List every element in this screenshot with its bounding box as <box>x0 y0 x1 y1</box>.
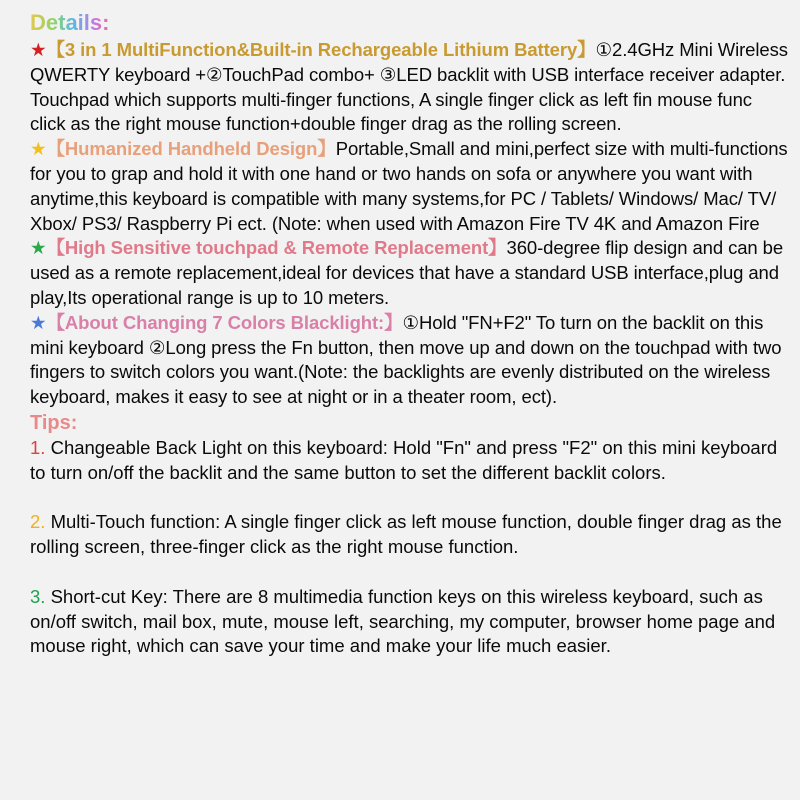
tip-text: Short-cut Key: There are 8 multimedia function keys on this wireless keyboard, such as on/off switch, mail box, mute, mouse left, searching, my computer, browser home page and mouse right, which can save your time and make your life much easier. <box>30 585 776 657</box>
tip-text: Multi-Touch function: A single finger click as left mouse function, double finger drag as the rolling screen, three-finger click as the right mouse function. <box>30 511 782 558</box>
tips-title: Tips: <box>30 411 78 434</box>
section-text: ①2.4GHz Mini Wireless QWERTY keyboard +②TouchPad combo+ ③LED backlit with USB interface receiver adapter. Touchpad which supports multi-finger functions, A single finger click as left fin mouse func click as the right mouse function+double finger drag as the rolling screen. <box>30 39 788 135</box>
tip-item <box>30 585 788 659</box>
section-text: ①Hold "FN+F2" To turn on the backlit on this mini keyboard ②Long press the Fn button, then move up and down on the touchpad with two fingers to switch colors you want.(Note: the backlights are evenly distributed on the wireless keyboard, makes it easy to see at night or in a theater room, ect). <box>30 311 782 408</box>
spacer <box>30 486 788 511</box>
section-backlight <box>30 311 788 410</box>
tip-item <box>30 510 788 560</box>
section-text: Portable,Small and mini,perfect size with multi-functions for you to grap and hold it with one hand or two hands on sofa or anywhere you want with anytime,this keyboard is compatible with many systems,for PC / Tablets/ Windows/ Mac/ TV/ Xbox/ PS3/ Raspberry Pi ect. (Note: when used with Amazon Fire TV 4K and Amazon Fire <box>30 138 788 234</box>
tip-item <box>30 436 788 486</box>
star-icon: ★ <box>30 237 47 259</box>
spacer <box>30 560 788 585</box>
tip-text: Changeable Back Light on this keyboard: Hold "Fn" and press "F2" on this mini keyboard to turn on/off the backlit and the same button to set the different backlit colors. <box>30 436 778 483</box>
section-battery <box>30 38 788 137</box>
section-design <box>30 137 788 236</box>
section-heading: 【High Sensitive touchpad & Remote Replacement】 <box>46 237 507 259</box>
tip-number: 2. <box>30 511 46 533</box>
section-text: 360-degree flip design and can be used as a remote replacement,ideal for devices that have a standard USB interface,plug and play,Its operational range is up to 10 meters. <box>30 237 784 308</box>
section-heading: 【Humanized Handheld Design】 <box>46 138 336 160</box>
tip-number: 3. <box>30 585 46 607</box>
star-icon: ★ <box>30 138 47 160</box>
section-heading: 【About Changing 7 Colors Blacklight:】 <box>46 311 403 333</box>
star-icon: ★ <box>30 311 47 333</box>
section-touchpad <box>30 236 788 310</box>
section-heading: 【3 in 1 MultiFunction&Built-in Rechargeable Lithium Battery】 <box>46 39 596 60</box>
details-title: Details: <box>30 8 109 38</box>
tip-number: 1. <box>30 436 46 458</box>
star-icon: ★ <box>30 39 47 60</box>
